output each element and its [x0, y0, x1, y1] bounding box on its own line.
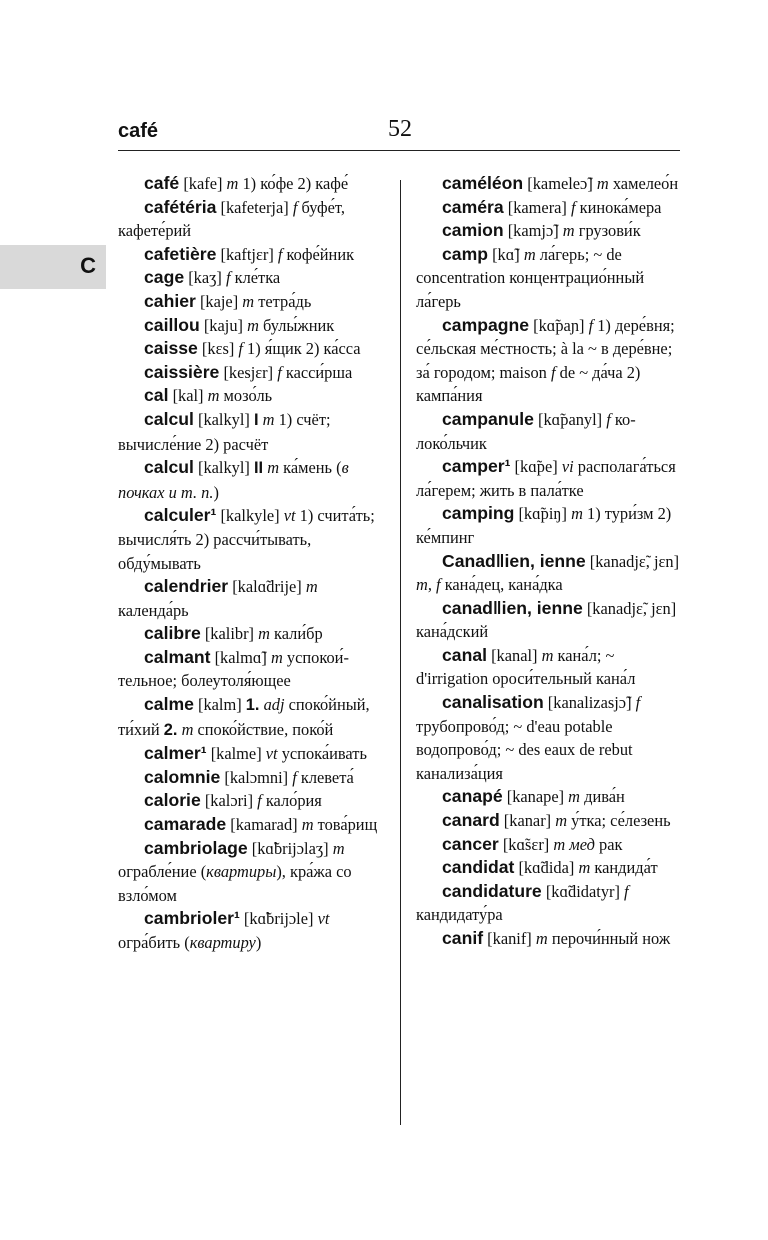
dictionary-entry — [118, 290, 386, 314]
dictionary-entry — [416, 243, 682, 314]
entry-text: кало́рия — [261, 791, 322, 811]
entry-text: 1) я́щик 2) ка́сса — [242, 339, 361, 359]
entry-text: [kɑ̃brijɔlaʒ] — [247, 838, 333, 858]
dictionary-entry — [416, 455, 682, 502]
grammar-mark: f — [588, 315, 594, 335]
entry-text: [kanape] — [502, 787, 569, 807]
headword: candidature — [442, 880, 542, 901]
headword: camp — [442, 243, 488, 264]
grammar-mark: f — [277, 362, 282, 382]
sense-number: 2. — [163, 720, 178, 739]
entry-text: [kanif] — [483, 929, 536, 948]
entry-text: 1) тури́зм 2) ке́мпинг — [416, 504, 672, 547]
dictionary-entry — [416, 314, 682, 408]
grammar-mark: m — [571, 504, 583, 524]
header-rule — [118, 150, 680, 151]
grammar-mark: m — [562, 221, 575, 241]
entry-text: перочи́нный нож — [547, 929, 671, 948]
entry-text: кле́тка — [230, 268, 281, 288]
headword: canal — [442, 644, 487, 665]
entry-text: [kanar] — [499, 811, 556, 831]
grammar-mark: m — [535, 929, 548, 948]
right-column — [416, 172, 682, 951]
entry-text: огра́бить ( — [118, 933, 190, 952]
entry-text: [kanalizasjɔ̃] — [543, 693, 636, 713]
entry-text: ) — [255, 933, 262, 952]
guide-word: café — [118, 120, 159, 142]
entry-text: у́тка; се́лезень — [567, 811, 671, 831]
dictionary-entry — [118, 408, 386, 456]
grammar-mark: m — [267, 458, 280, 478]
headword: calendrier — [144, 576, 229, 597]
dictionary-entry — [118, 575, 386, 622]
entry-text: ограбле́ние ( — [118, 862, 207, 882]
entry-text: това́рищ — [313, 815, 378, 835]
entry-text: [kafeterja] — [216, 197, 293, 217]
dictionary-entry — [416, 219, 682, 243]
dictionary-entry — [416, 880, 682, 927]
grammar-mark: m — [258, 624, 270, 644]
headword: calculer¹ — [144, 505, 217, 526]
entry-text: [kanadjɛ̃, jɛn] кана́дский — [416, 598, 677, 642]
dictionary-entry — [416, 597, 682, 644]
entry-text: кинока́мера — [575, 197, 662, 217]
dictionary-entry — [118, 196, 386, 243]
headword: cafetière — [144, 243, 217, 264]
left-column — [118, 172, 386, 955]
headword: calcul — [144, 457, 194, 478]
headword: cal — [144, 385, 169, 406]
entry-text: [kesjɛr] — [219, 362, 278, 382]
headword: canapé — [442, 786, 503, 807]
grammar-mark: m — [596, 174, 609, 193]
entry-text: 1) дере́вня; се́льская ме́стность; à la ~ в дере́вне; за́ городом; maison — [416, 315, 675, 382]
grammar-mark: m — [568, 787, 581, 807]
headword: caméra — [442, 196, 504, 217]
grammar-mark: m — [555, 811, 568, 831]
dictionary-entry — [416, 927, 682, 951]
entry-text: [kal] — [168, 386, 208, 406]
grammar-mark: f — [292, 767, 297, 787]
entry-text: ) — [213, 482, 219, 502]
grammar-mark: m — [541, 645, 554, 665]
entry-text: [kalmɑ̃] — [210, 647, 271, 667]
dictionary-entry — [416, 408, 682, 455]
entry-text: [kɛs] — [197, 339, 239, 359]
headword: camion — [442, 220, 504, 241]
entry-text: кандида́т — [590, 858, 658, 878]
headword: caissière — [144, 361, 220, 382]
entry-text: тетра́дь — [254, 291, 312, 311]
dictionary-entry — [118, 693, 386, 742]
headword: Canad‖ien, ienne — [442, 550, 586, 571]
dictionary-entry — [118, 384, 386, 408]
dictionary-entry — [118, 361, 386, 385]
dictionary-entry — [118, 622, 386, 646]
entry-text: [kanal] — [487, 645, 542, 665]
entry-text: успока́ивать — [277, 744, 367, 764]
entry-text: 1) счёт; вычисле́ние 2) расчёт — [118, 409, 331, 454]
entry-text: споко́йствие, поко́й — [193, 719, 334, 739]
entry-text: успокои́тельное; болеутоля́ющее — [118, 647, 349, 691]
entry-text: кана́дец, кана́дка — [440, 575, 563, 595]
grammar-mark: m — [305, 577, 318, 597]
entry-text: [kalkyle] — [216, 506, 284, 526]
grammar-mark: f — [606, 409, 611, 429]
entry-text: [kalkyl] — [193, 409, 254, 429]
grammar-mark: m — [301, 815, 314, 835]
headword: cancer — [442, 833, 499, 854]
entry-text: располага́ться ла́герем; жить в пала́тке — [416, 457, 676, 500]
entry-text: кана́л; ~ d'irrigation ороси́тельный кана́л — [416, 645, 636, 689]
grammar-mark: m — [332, 838, 345, 858]
grammar-mark: m мед — [553, 834, 595, 854]
grammar-mark: m, f — [416, 575, 441, 595]
entry-text: касси́рша — [281, 362, 353, 382]
entry-text: [kɑ̃dida] — [514, 858, 579, 878]
entry-text: [kɑ̃piŋ] — [514, 504, 572, 524]
headword: caillou — [144, 314, 200, 335]
grammar-mark: m — [262, 409, 275, 429]
grammar-mark: f — [550, 362, 556, 382]
headword: canalisation — [442, 692, 544, 713]
column-divider — [400, 180, 401, 1125]
headword: calmant — [144, 646, 211, 667]
dictionary-entry — [416, 502, 682, 549]
headword: calmer¹ — [144, 743, 207, 764]
entry-text: 1) счита́ть; вычисля́ть 2) рассчи́тывать, обду́мывать — [118, 506, 375, 573]
entry-text: ка́мень ( — [279, 458, 342, 478]
grammar-mark: f — [292, 197, 298, 217]
grammar-mark: в почках и т. п. — [118, 458, 349, 502]
page-number: 52 — [388, 116, 412, 142]
entry-text: [kalm] — [193, 695, 246, 715]
grammar-mark: m — [270, 647, 283, 667]
dictionary-entry — [118, 456, 386, 504]
headword: cambrioler¹ — [144, 908, 240, 929]
entry-text: [kalɔri] — [200, 791, 258, 811]
dictionary-entry — [416, 856, 682, 880]
headword: calorie — [144, 790, 201, 811]
grammar-mark: vt — [265, 744, 278, 764]
dictionary-entry — [118, 243, 386, 267]
entry-text: [kaju] — [199, 315, 248, 335]
dictionary-entry — [118, 789, 386, 813]
sense-number: II — [253, 459, 264, 478]
headword: camping — [442, 503, 515, 524]
grammar-mark: f — [257, 791, 262, 811]
dictionary-entry — [118, 266, 386, 290]
entry-text: [kalme] — [206, 744, 266, 764]
letter-tab — [0, 245, 106, 289]
grammar-mark: f — [635, 693, 641, 713]
entry-text: колоко́льчик — [416, 409, 636, 453]
headword: campanule — [442, 408, 534, 429]
entry-text: хамелео́н — [608, 174, 679, 193]
entry-text: кандидату́ра — [416, 905, 503, 925]
entry-text: грузови́к — [574, 221, 641, 241]
entry-text: [kɑ̃panyl] — [533, 409, 607, 429]
dictionary-entry — [416, 785, 682, 809]
entry-text: кали́бр — [269, 624, 323, 644]
headword: campagne — [442, 314, 530, 335]
grammar-mark: m — [181, 719, 194, 739]
entry-text: трубопрово́д; ~ d'eau potable водопрово́д; ~ des eaux de rebut канализа́ция — [416, 716, 633, 783]
dictionary-entry — [416, 833, 682, 857]
entry-text: [kɑ̃pe] — [510, 457, 562, 477]
entry-text: клевета́ — [296, 767, 354, 787]
letter-tab-label: C — [80, 253, 96, 278]
sense-number: I — [253, 410, 259, 429]
headword: cage — [144, 267, 185, 288]
grammar-mark: f — [624, 881, 629, 901]
sense-number: 1. — [245, 696, 260, 715]
dictionary-entry — [118, 172, 386, 196]
grammar-mark: m — [226, 174, 239, 193]
headword: canad‖ien, ienne — [442, 597, 583, 618]
grammar-mark: квартиры — [206, 862, 277, 882]
entry-text: кофе́йник — [282, 244, 355, 264]
headword: calcul — [144, 408, 194, 429]
headword: camper¹ — [442, 456, 511, 477]
headword: café — [144, 173, 180, 193]
entry-text: [kaʒ] — [184, 268, 226, 288]
entry-text: мозо́ль — [219, 386, 273, 406]
entry-text: [kaftjɛr] — [216, 244, 278, 264]
headword: caméléon — [442, 173, 524, 193]
entry-text: [kamjɔ̃] — [503, 221, 563, 241]
headword: cahier — [144, 290, 196, 311]
entry-text: календа́рь — [118, 600, 189, 620]
headword: cambriolage — [144, 837, 248, 858]
entry-text: [kanadjɛ̃, jɛn] — [585, 551, 680, 571]
headword: canard — [442, 810, 500, 831]
headword: calme — [144, 694, 194, 715]
entry-text: [kɑ̃paɲ] — [529, 315, 589, 335]
entry-text: споко́йный, ти́хий — [118, 695, 370, 739]
dictionary-entry — [416, 644, 682, 691]
entry-text: [kafe] — [179, 174, 227, 193]
grammar-mark: m — [242, 291, 255, 311]
entry-text: [kamarad] — [226, 815, 302, 835]
headword: candidat — [442, 857, 515, 878]
grammar-mark: vt — [317, 909, 330, 929]
dictionary-entry — [118, 337, 386, 361]
grammar-mark: m — [207, 386, 220, 406]
entry-text: [kamera] — [503, 197, 571, 217]
headword: camarade — [144, 814, 227, 835]
dictionary-entry — [118, 907, 386, 954]
entry-text: [kalibr] — [200, 624, 259, 644]
dictionary-entry — [118, 504, 386, 575]
grammar-mark: m — [247, 315, 259, 335]
entry-text: [kɑ̃sɛr] — [498, 834, 554, 854]
dictionary-entry — [416, 809, 682, 833]
dictionary-entry — [118, 837, 386, 908]
entry-text: буфе́т, кафете́рий — [118, 197, 345, 241]
entry-text: 1) ко́фе 2) кафе́ — [238, 174, 349, 193]
entry-text: ла́герь; ~ de concentration концентрацио́нный ла́герь — [416, 244, 645, 311]
dictionary-entry — [416, 550, 682, 597]
grammar-mark: квартиру — [189, 933, 256, 952]
grammar-mark: f — [277, 244, 283, 264]
entry-text: [kalɔmni] — [220, 767, 293, 787]
headword: calomnie — [144, 766, 221, 787]
grammar-mark: vi — [561, 457, 574, 477]
dictionary-entry — [118, 742, 386, 766]
headword: canif — [442, 928, 484, 948]
entry-text: [kalkyl] — [193, 458, 254, 478]
dictionary-entry — [118, 813, 386, 837]
headword: calibre — [144, 623, 201, 644]
entry-text: [kameleɔ̃] — [523, 174, 597, 193]
grammar-mark: vt — [283, 506, 296, 526]
entry-text: [kaje] — [195, 291, 243, 311]
entry-text: рак — [594, 834, 623, 854]
entry-text: булы́жник — [258, 315, 335, 335]
entry-text: [kɑ̃brijɔle] — [239, 909, 318, 929]
grammar-mark: m — [578, 858, 591, 878]
dictionary-entry — [118, 646, 386, 693]
grammar-mark: adj — [263, 695, 285, 715]
entry-text: [kalɑ̃drije] — [228, 577, 306, 597]
headword: caisse — [144, 338, 198, 359]
dictionary-entry — [118, 766, 386, 790]
grammar-mark: f — [570, 197, 576, 217]
headword: cafétéria — [144, 196, 217, 217]
dictionary-entry — [416, 691, 682, 785]
entry-text: [kɑ̃] — [487, 244, 524, 264]
entry-text: de ~ да́ча 2) кампа́ния — [416, 362, 641, 406]
dictionary-entry — [416, 172, 682, 196]
grammar-mark: f — [238, 339, 243, 359]
grammar-mark: m — [523, 244, 536, 264]
grammar-mark: f — [225, 268, 231, 288]
entry-text: дива́н — [580, 787, 625, 807]
dictionary-entry — [416, 196, 682, 220]
entry-text: ), кра́жа со взло́мом — [118, 862, 352, 905]
dictionary-entry — [118, 314, 386, 338]
entry-text: [kɑ̃didatyr] — [541, 881, 625, 901]
